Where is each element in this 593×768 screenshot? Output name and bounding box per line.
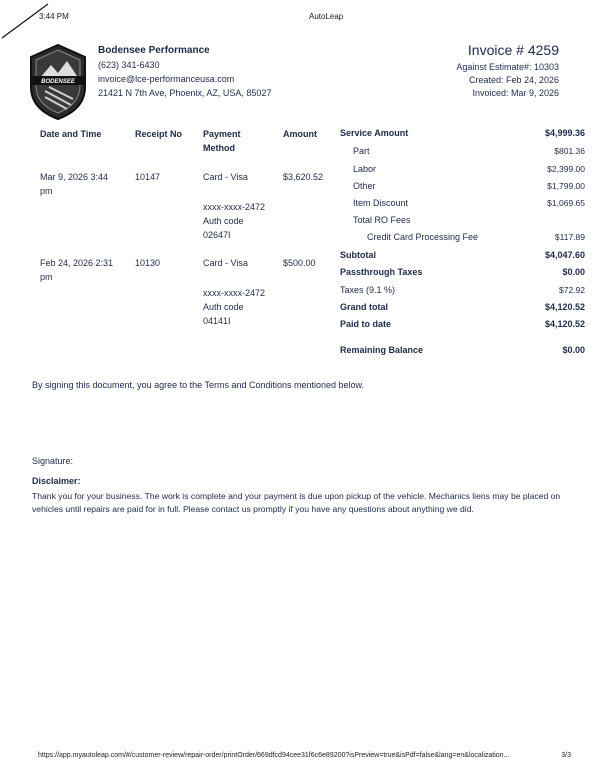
grand-total-label: Grand total <box>340 302 389 312</box>
terms-text: By signing this document, you agree to the Terms and Conditions mentioned below. <box>32 380 365 390</box>
payment-amount: $3,620.52 <box>283 172 324 182</box>
col-method-header: Payment <box>203 129 241 139</box>
payment-date-ampm: pm <box>40 186 53 196</box>
passthrough-value: $0.00 <box>562 267 585 277</box>
company-name: Bodensee Performance <box>98 45 210 56</box>
payment-auth-code: 04141I <box>203 316 231 326</box>
cc-fee-label: Credit Card Processing Fee <box>367 232 479 242</box>
payment-auth-code: 02647I <box>203 230 231 240</box>
payment-receipt: 10130 <box>135 258 161 268</box>
total-ro-fees-label: Total RO Fees <box>353 215 411 225</box>
payment-card: xxxx-xxxx-2472 <box>203 288 266 298</box>
subtotal-label: Subtotal <box>340 250 376 260</box>
company-email: invoice@lce-performanceusa.com <box>98 74 235 84</box>
payment-date: Mar 9, 2026 3:44 <box>40 172 109 182</box>
labor-value: $2,399.00 <box>547 164 585 174</box>
cc-fee-value: $117.89 <box>554 232 585 242</box>
col-method-header-2: Method <box>203 143 235 153</box>
part-value: $801.36 <box>554 146 585 156</box>
taxes-value: $72.92 <box>559 285 585 295</box>
col-receipt-header: Receipt No <box>135 129 183 139</box>
service-amount-value: $4,999.36 <box>544 128 585 138</box>
payment-amount: $500.00 <box>283 258 316 268</box>
other-value: $1,799.00 <box>547 181 585 191</box>
disclaimer-label: Disclaimer: <box>32 476 81 486</box>
paid-to-date-value: $4,120.52 <box>544 319 585 329</box>
invoiced-date: Invoiced: Mar 9, 2026 <box>472 88 559 98</box>
disclaimer-text: Thank you for your business. The work is complete and your payment is due upon pickup of the vehicle. Mechanics liens may be placed on vehicles until repairs are paid for in full. Please contact us promptly if you have any questions about anything we did. <box>32 491 561 514</box>
payment-receipt: 10147 <box>135 172 161 182</box>
company-address: 21421 N 7th Ave, Phoenix, AZ, USA, 85027 <box>98 88 272 98</box>
remaining-balance-label: Remaining Balance <box>340 345 424 355</box>
payment-method: Card - Visa <box>203 258 248 268</box>
payment-auth-label: Auth code <box>203 216 244 226</box>
subtotal-value: $4,047.60 <box>544 250 585 260</box>
part-label: Part <box>353 146 370 156</box>
payment-card: xxxx-xxxx-2472 <box>203 202 266 212</box>
invoice-title: Invoice # 4259 <box>467 42 559 58</box>
company-logo <box>27 43 89 121</box>
company-phone: (623) 341-6430 <box>98 60 160 70</box>
col-date-header: Date and Time <box>40 129 102 139</box>
passthrough-label: Passthrough Taxes <box>340 267 423 277</box>
taxes-label: Taxes (9.1 %) <box>340 285 396 295</box>
signature-label: Signature: <box>32 456 74 466</box>
item-discount-label: Item Discount <box>353 198 409 208</box>
print-app-title: AutoLeap <box>309 12 344 21</box>
item-discount-value: $1,069.65 <box>547 198 585 208</box>
col-amount-header: Amount <box>283 129 317 139</box>
remaining-balance-value: $0.00 <box>562 345 585 355</box>
print-time: 3:44 PM <box>39 12 69 21</box>
page-number: 3/3 <box>561 752 571 759</box>
print-url: https://app.myautoleap.com/#/customer-review/repair-order/printOrder/669dfcd94cee31f6c6e89200?isPreview=true&isPdf=false&lang=en&localization... <box>38 752 510 759</box>
payment-auth-label: Auth code <box>203 302 244 312</box>
svg-text:BODENSEE: BODENSEE <box>41 79 75 85</box>
estimate-ref: Against Estimate#: 10303 <box>456 62 559 72</box>
other-label: Other <box>353 181 376 191</box>
paid-to-date-label: Paid to date <box>340 319 392 329</box>
payment-date: Feb 24, 2026 2:31 <box>40 258 114 268</box>
grand-total-value: $4,120.52 <box>544 302 585 312</box>
payment-date-ampm: pm <box>40 272 53 282</box>
service-amount-label: Service Amount <box>340 128 409 138</box>
labor-label: Labor <box>353 164 377 174</box>
payment-method: Card - Visa <box>203 172 248 182</box>
created-date: Created: Feb 24, 2026 <box>468 75 559 85</box>
